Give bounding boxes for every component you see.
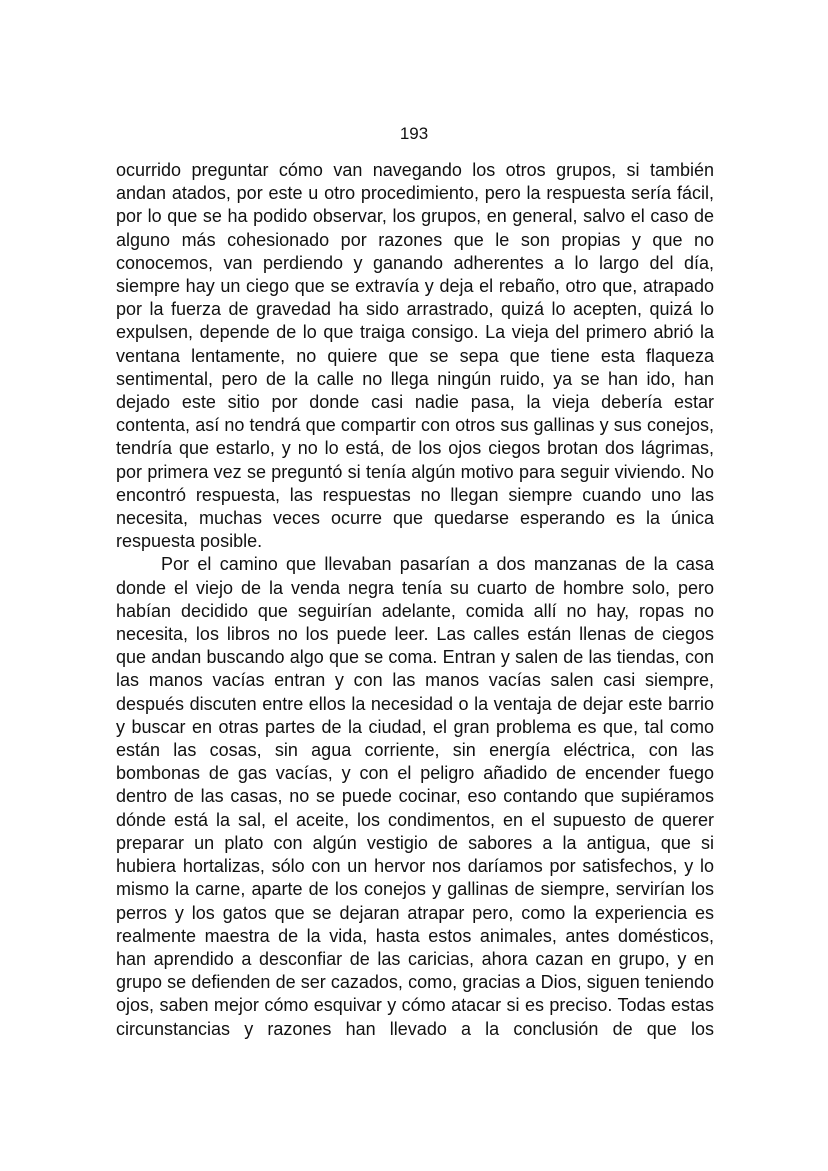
body-text [116,159,714,1041]
paragraph-continued: ocurrido preguntar cómo van navegando los otros grupos, si también andan atados, por este u otro procedimiento, pero la respuesta sería fácil, por lo que se ha podido observar, los grupos, en general, salvo el caso de alguno más cohesionado por razones que le son propias y que no conocemos, van perdiendo y ganando adherentes a lo largo del día, siempre hay un ciego que se extravía y deja el rebaño, otro que, atrapado por la fuerza de gravedad ha sido arrastrado, quizá lo acepten, quizá lo expulsen, depende de lo que traiga consigo. La vieja del primero abrió la ventana lentamente, no quiere que se sepa que tiene esta flaqueza sentimental, pero de la calle no llega ningún ruido, ya se han ido, han dejado este sitio por donde casi nadie pasa, la vieja debería estar contenta, así no tendrá que compartir con otros sus gallinas y sus conejos, tendría que estarlo, y no lo está, de los ojos ciegos brotan dos lágrimas, por primera vez se preguntó si tenía algún motivo para seguir viviendo. No encontró respuesta, las respuestas no llegan siempre cuando uno las necesita, muchas veces ocurre que quedarse esperando es la única respuesta posible. [116,160,714,552]
paragraph-indented: Por el camino que llevaban pasarían a dos manzanas de la casa donde el viejo de la venda negra tenía su cuarto de hombre solo, pero habían decidido que seguirían adelante, comida allí no hay, ropas no necesita, los libros no los puede leer. Las calles están llenas de ciegos que andan buscando algo que se coma. Entran y salen de las tiendas, con las manos vacías entran y con las manos vacías salen casi siempre, después discuten entre ellos la necesidad o la ventaja de dejar este barrio y buscar en otras partes de la ciudad, el gran problema es que, tal como están las cosas, sin agua corriente, sin energía eléctrica, con las bombonas de gas vacías, y con el peligro añadido de encender fuego dentro de las casas, no se puede cocinar, eso contando que supiéramos dónde está la sal, el aceite, los condimentos, en el supuesto de querer preparar un plato con algún vestigio de sabores a la antigua, que si hubiera hortalizas, sólo con un hervor nos daríamos por satisfechos, y lo mismo la carne, aparte de los conejos y gallinas de siempre, servirían los perros y los gatos que se dejaran atrapar pero, como la experiencia es realmente maestra de la vida, hasta estos animales, antes domésticos, han aprendido a desconfiar de las caricias, ahora cazan en grupo, y en grupo se defienden de ser cazados, como, gracias a Dios, siguen teniendo ojos, saben mejor cómo esquivar y cómo atacar si es preciso. Todas estas circunstancias y razones han llevado a la conclusión de que los [116,554,714,1039]
page-number: 193 [399,124,429,143]
